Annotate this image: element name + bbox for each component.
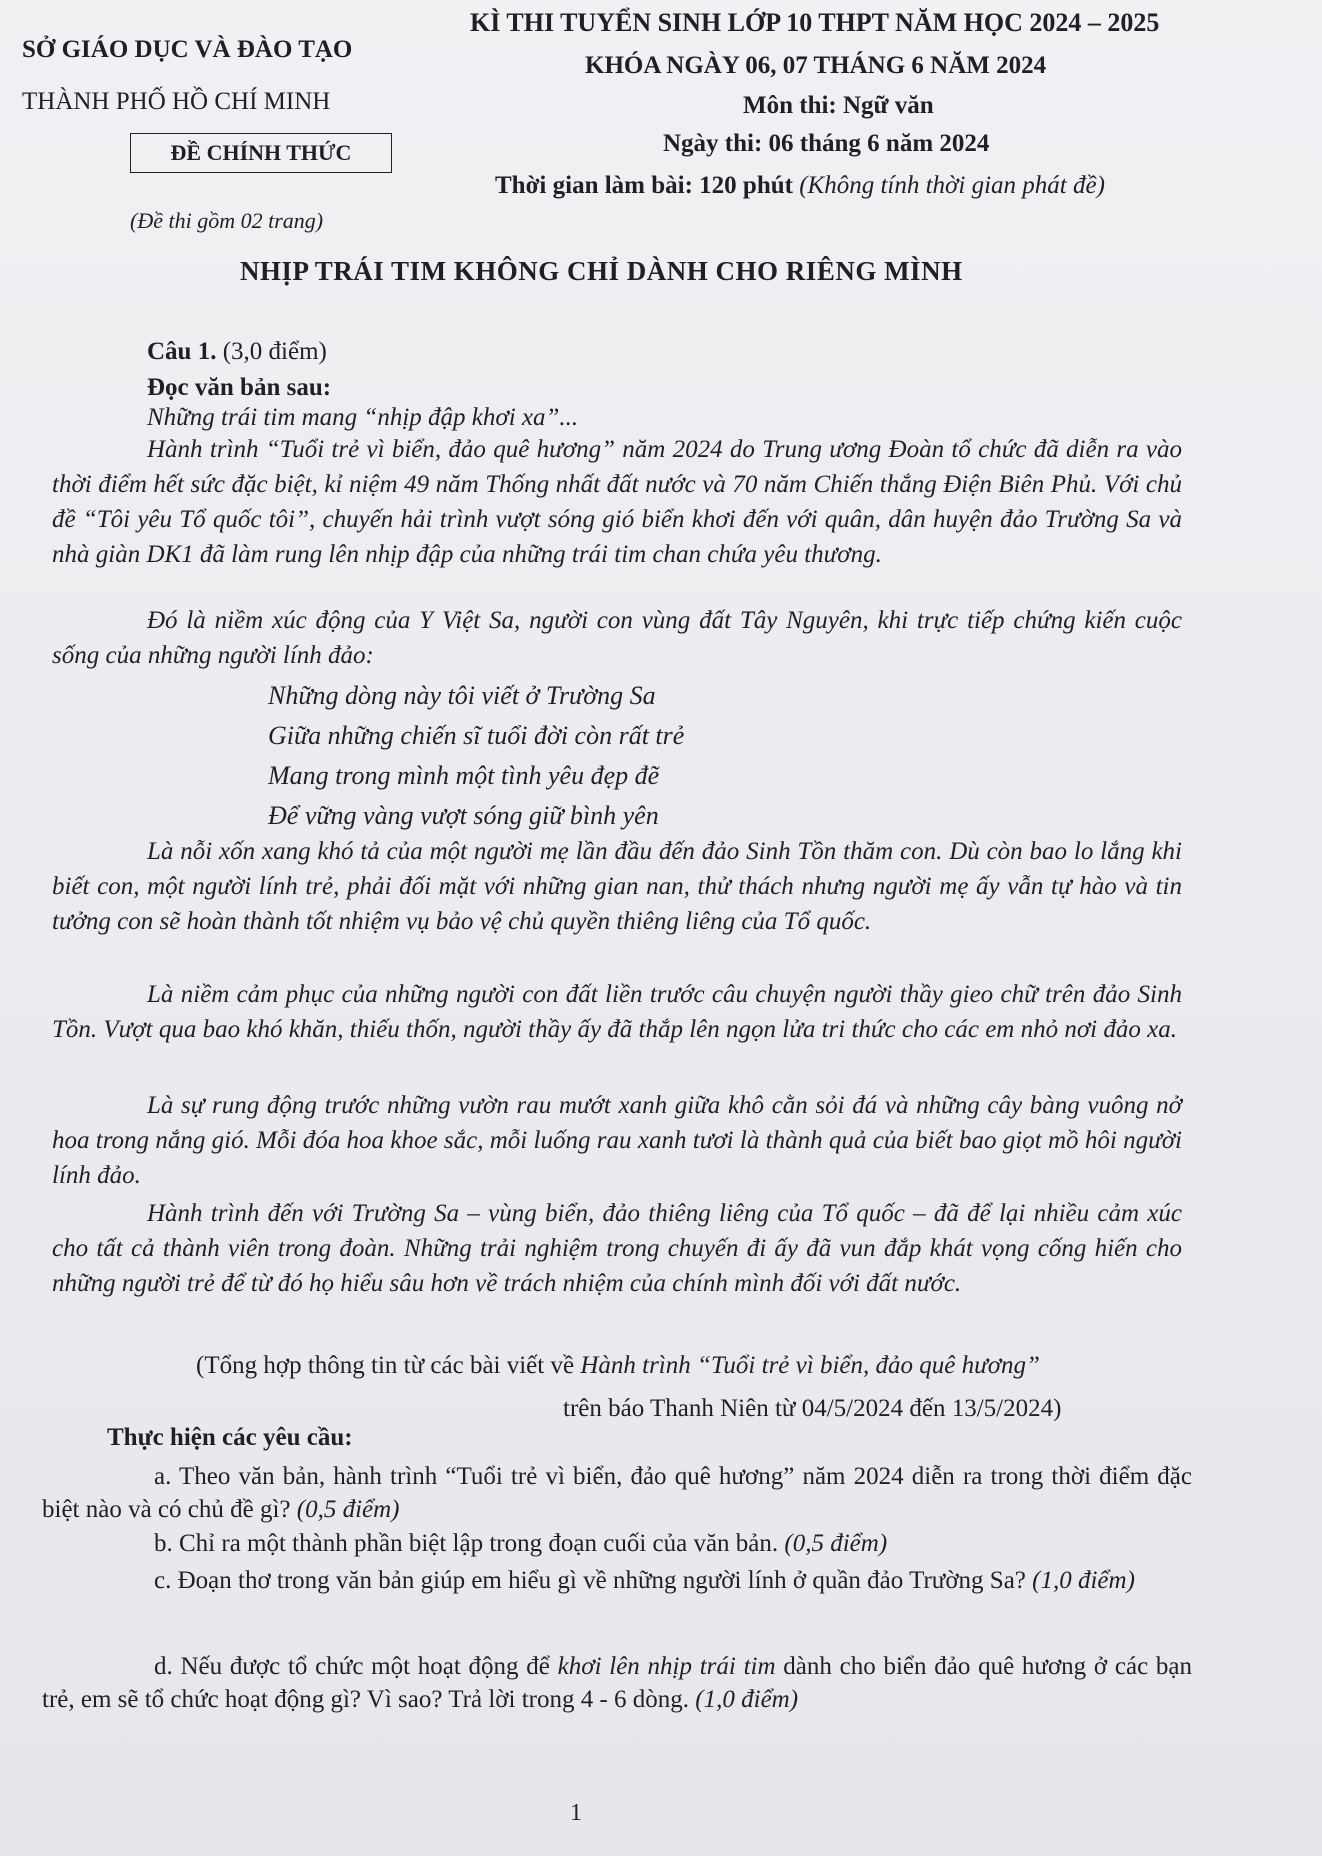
task-a-points: (0,5 điểm) xyxy=(296,1496,400,1523)
exam-date: KHÓA NGÀY 06, 07 THÁNG 6 NĂM 2024 xyxy=(585,52,1047,79)
poem-line: Để vững vàng vượt sóng giữ bình yên xyxy=(268,801,659,830)
passage-intro: Những trái tim mang “nhịp đập khơi xa”... xyxy=(147,404,579,431)
task-b-text: b. Chỉ ra một thành phần biệt lập trong đoạn cuối của văn bản. xyxy=(154,1530,779,1557)
org-line-1: SỞ GIÁO DỤC VÀ ĐÀO TẠO xyxy=(22,36,353,63)
question-1-points: (3,0 điểm) xyxy=(222,338,327,365)
poem-stanza xyxy=(268,676,684,836)
passage-paragraph: Là niềm cảm phục của những người con đất liền trước câu chuyện người thầy gieo chữ trên đảo Sinh Tồn. Vượt qua bao khó khăn, thiếu thốn, người thầy ấy đã thắp lên ngọn lửa tri thức cho các em nhỏ nơi đảo xa. xyxy=(52,981,1182,1043)
exam-title: KÌ THI TUYỂN SINH LỚP 10 THPT NĂM HỌC 2024 – 2025 xyxy=(470,8,1160,37)
duration-note: (Không tính thời gian phát đề) xyxy=(799,172,1105,199)
page-number: 1 xyxy=(570,1800,582,1826)
poem-line: Mang trong mình một tình yêu đẹp đẽ xyxy=(268,761,660,790)
org-line-2: THÀNH PHỐ HỒ CHÍ MINH xyxy=(22,88,331,115)
question-1-label: Câu 1. xyxy=(147,338,217,365)
task-d-text-2: dành cho biển đảo quê hương ở các bạn trẻ, em sẽ tổ chức hoạt động gì? Vì sao? Trả lời trong 4 - 6 dòng. xyxy=(42,1653,1192,1713)
task-c-points: (1,0 điểm) xyxy=(1032,1567,1135,1594)
task-b-points: (0,5 điểm) xyxy=(784,1530,888,1557)
pages-note: (Đề thi gồm 02 trang) xyxy=(130,208,324,233)
passage-paragraph: Hành trình “Tuổi trẻ vì biển, đảo quê hương” năm 2024 do Trung ương Đoàn tổ chức đã diễn ra vào thời điểm hết sức đặc biệt, kỉ niệm 49 năm Thống nhất đất nước và 70 năm Chiến thắng Điện Biên Phủ. Với chủ đề “Tôi yêu Tổ quốc tôi”, chuyến hải trình vượt sóng gió biển khơi đến với quân, dân huyện đảo Trường Sa và nhà giàn DK1 đã làm rung lên nhịp đập của những trái tim chan chứa yêu thương. xyxy=(52,436,1182,568)
source-line-2: trên báo Thanh Niên từ 04/5/2024 đến 13/5/2024) xyxy=(563,1395,1062,1422)
task-c-text: c. Đoạn thơ trong văn bản giúp em hiểu gì về những người lính ở quần đảo Trường Sa? xyxy=(154,1567,1026,1594)
task-a-text: a. Theo văn bản, hành trình “Tuổi trẻ vì biển, đảo quê hương” năm 2024 diễn ra trong thời điểm đặc biệt nào và có chủ đề gì? xyxy=(42,1463,1192,1523)
poem-line: Những dòng này tôi viết ở Trường Sa xyxy=(268,681,656,710)
document-title: NHỊP TRÁI TIM KHÔNG CHỈ DÀNH CHO RIÊNG MÌNH xyxy=(240,256,963,286)
source-line-1 xyxy=(196,1352,1040,1380)
task-a xyxy=(42,1460,1192,1526)
exam-duration xyxy=(495,172,1105,200)
passage-paragraph: Hành trình đến với Trường Sa – vùng biển, đảo thiêng liêng của Tổ quốc – đã để lại nhiều cảm xúc cho tất cả thành viên trong đoàn. Những trải nghiệm trong chuyến đi ấy đã vun đắp khát vọng cống hiến cho những người trẻ để từ đó họ hiểu sâu hơn về trách nhiệm của chính mình đối với đất nước. xyxy=(52,1200,1182,1297)
passage-paragraph: Đó là niềm xúc động của Y Việt Sa, người con vùng đất Tây Nguyên, khi trực tiếp chứng kiến cuộc sống của những người lính đảo: xyxy=(52,607,1182,669)
exam-subject: Môn thi: Ngữ văn xyxy=(743,92,934,119)
task-d-text-1: d. Nếu được tổ chức một hoạt động để xyxy=(154,1653,558,1680)
source-prefix: (Tổng hợp thông tin từ các bài viết về xyxy=(196,1352,581,1379)
question-1-heading xyxy=(147,338,327,366)
task-d-emphasis: khơi lên nhịp trái tim xyxy=(557,1653,776,1680)
task-b xyxy=(42,1527,1192,1560)
task-d xyxy=(42,1650,1192,1716)
read-instruction: Đọc văn bản sau: xyxy=(147,374,332,401)
tasks-heading: Thực hiện các yêu cầu: xyxy=(107,1424,353,1451)
official-badge: ĐỀ CHÍNH THỨC xyxy=(130,133,392,173)
duration-label: Thời gian làm bài: 120 phút xyxy=(495,172,793,199)
passage-paragraph: Là sự rung động trước những vườn rau mướt xanh giữa khô cằn sỏi đá và những cây bàng vuông nở hoa trong nắng gió. Mỗi đóa hoa khoe sắc, mỗi luống rau xanh tươi là thành quả của biết bao giọt mồ hôi người lính đảo. xyxy=(52,1092,1182,1189)
task-d-points: (1,0 điểm) xyxy=(695,1686,799,1713)
passage-paragraph: Là nỗi xốn xang khó tả của một người mẹ lần đầu đến đảo Sinh Tồn thăm con. Dù còn bao lo lắng khi biết con, một người lính trẻ, phải đối mặt với những gian nan, thử thách nhưng người mẹ ấy vẫn tự hào và tin tưởng con sẽ hoàn thành tốt nhiệm vụ bảo vệ chủ quyền thiêng liêng của Tổ quốc. xyxy=(52,838,1182,935)
task-c xyxy=(42,1564,1192,1597)
poem-line: Giữa những chiến sĩ tuổi đời còn rất trẻ xyxy=(268,721,685,750)
source-journey: Hành trình “Tuổi trẻ vì biển, đảo quê hương” xyxy=(580,1352,1040,1379)
exam-day: Ngày thi: 06 tháng 6 năm 2024 xyxy=(663,130,990,157)
